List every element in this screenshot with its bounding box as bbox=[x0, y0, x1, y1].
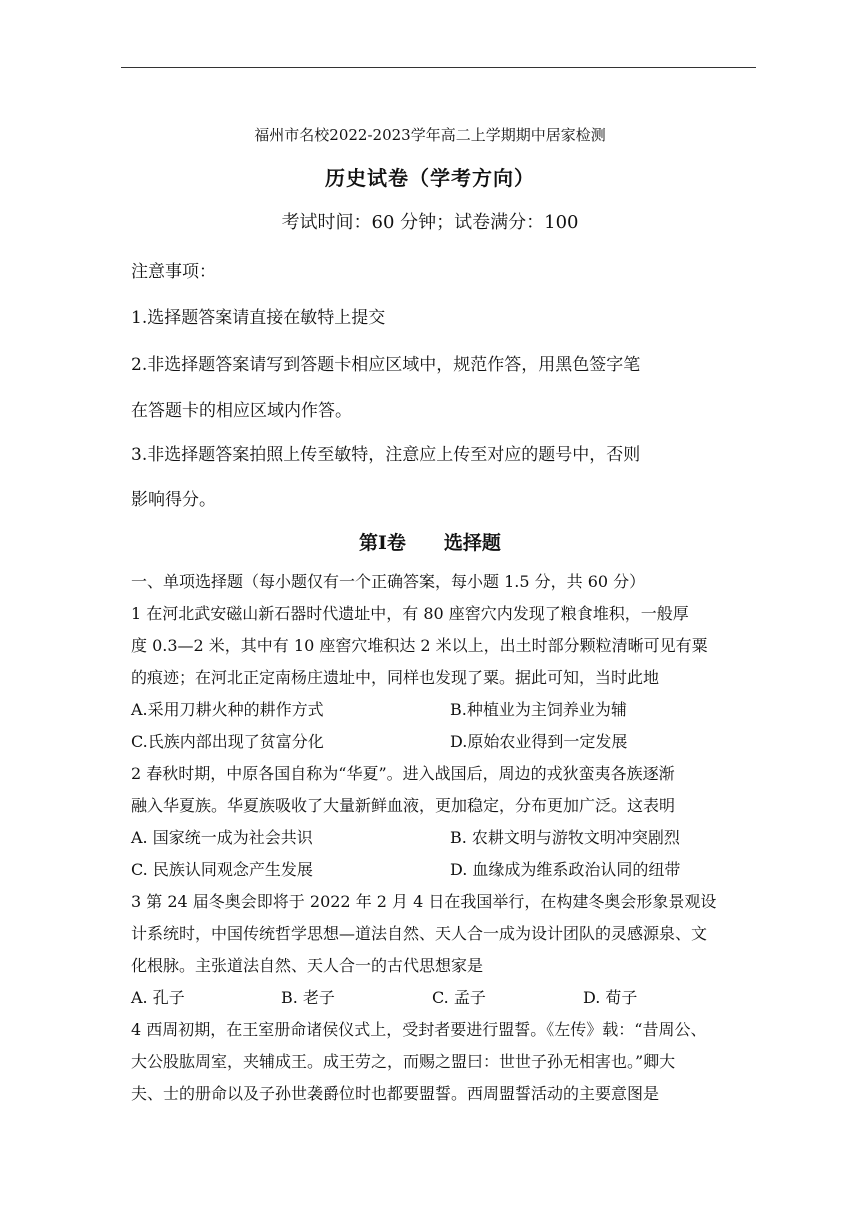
question-3-option-b: B. 老子 bbox=[281, 988, 335, 1007]
note-item-3-line-1: 3.非选择题答案拍照上传至敏特，注意应上传至对应的题号中，否则 bbox=[131, 445, 641, 465]
question-2-line-1: 2 春秋时期，中原各国自称为“华夏”。进入战国后，周边的戎狄蛮夷各族逐渐 bbox=[131, 764, 675, 783]
question-3-line-3: 化根脉。主张道法自然、天人合一的古代思想家是 bbox=[131, 956, 484, 975]
question-3-option-d: D. 荀子 bbox=[583, 988, 638, 1007]
question-2-option-d: D. 血缘成为维系政治认同的纽带 bbox=[450, 860, 681, 879]
question-2-line-2: 融入华夏族。华夏族吸收了大量新鲜血液，更加稳定，分布更加广泛。这表明 bbox=[131, 796, 676, 815]
notes-heading: 注意事项： bbox=[131, 262, 216, 282]
note-item-3-line-2: 影响得分。 bbox=[131, 490, 216, 510]
question-4-line-2: 大公股肱周室，夹辅成王。成王劳之，而赐之盟曰：世世子孙无相害也。”卿大 bbox=[131, 1052, 676, 1071]
question-1-line-3: 的痕迹；在河北正定南杨庄遗址中，同样也发现了粟。据此可知，当时此地 bbox=[131, 668, 660, 687]
question-1-option-c: C.氏族内部出现了贫富分化 bbox=[131, 732, 324, 751]
section-title: 第Ⅰ卷 选择题 bbox=[359, 532, 501, 554]
question-1-option-a: A.采用刀耕火种的耕作方式 bbox=[131, 700, 324, 719]
note-item-2-line-2: 在答题卡的相应区域内作答。 bbox=[131, 401, 352, 421]
question-3-option-a: A. 孔子 bbox=[131, 988, 185, 1007]
exam-subtitle: 福州市名校2022-2023学年高二上学期期中居家检测 bbox=[254, 126, 606, 144]
note-item-1: 1.选择题答案请直接在敏特上提交 bbox=[131, 308, 386, 328]
question-2-option-a: A. 国家统一成为社会共识 bbox=[131, 828, 313, 847]
question-1-line-1: 1 在河北武安磁山新石器时代遗址中，有 80 座窖穴内发现了粮食堆积，一般厚 bbox=[131, 604, 689, 623]
question-1-line-2: 度 0.3—2 米，其中有 10 座窖穴堆积达 2 米以上，出土时部分颗粒清晰可见有粟 bbox=[131, 636, 708, 655]
question-3-option-c: C. 孟子 bbox=[432, 988, 486, 1007]
exam-info: 考试时间：60 分钟；试卷满分：100 bbox=[281, 212, 579, 233]
question-2-option-c: C. 民族认同观念产生发展 bbox=[131, 860, 313, 879]
header-rule bbox=[121, 67, 756, 68]
note-item-2-line-1: 2.非选择题答案请写到答题卡相应区域中，规范作答，用黑色签字笔 bbox=[131, 355, 641, 375]
question-3-line-2: 计系统时，中国传统哲学思想—道法自然、天人合一成为设计团队的灵感源泉、文 bbox=[131, 924, 708, 943]
question-4-line-3: 夫、士的册命以及子孙世袭爵位时也都要盟誓。西周盟誓活动的主要意图是 bbox=[131, 1084, 660, 1103]
question-1-option-d: D.原始农业得到一定发展 bbox=[450, 732, 628, 751]
question-4-line-1: 4 西周初期，在王室册命诸侯仪式上，受封者要进行盟誓。《左传》载：“昔周公、 bbox=[131, 1020, 707, 1039]
question-1-option-b: B.种植业为主饲养业为辅 bbox=[450, 700, 627, 719]
question-2-option-b: B. 农耕文明与游牧文明冲突剧烈 bbox=[450, 828, 680, 847]
exam-title: 历史试卷（学考方向） bbox=[325, 166, 535, 190]
question-3-line-1: 3 第 24 届冬奥会即将于 2022 年 2 月 4 日在我国举行，在构建冬奥会形象景观设 bbox=[131, 892, 717, 911]
section-instruction: 一、单项选择题（每小题仅有一个正确答案，每小题 1.5 分，共 60 分） bbox=[131, 572, 646, 591]
